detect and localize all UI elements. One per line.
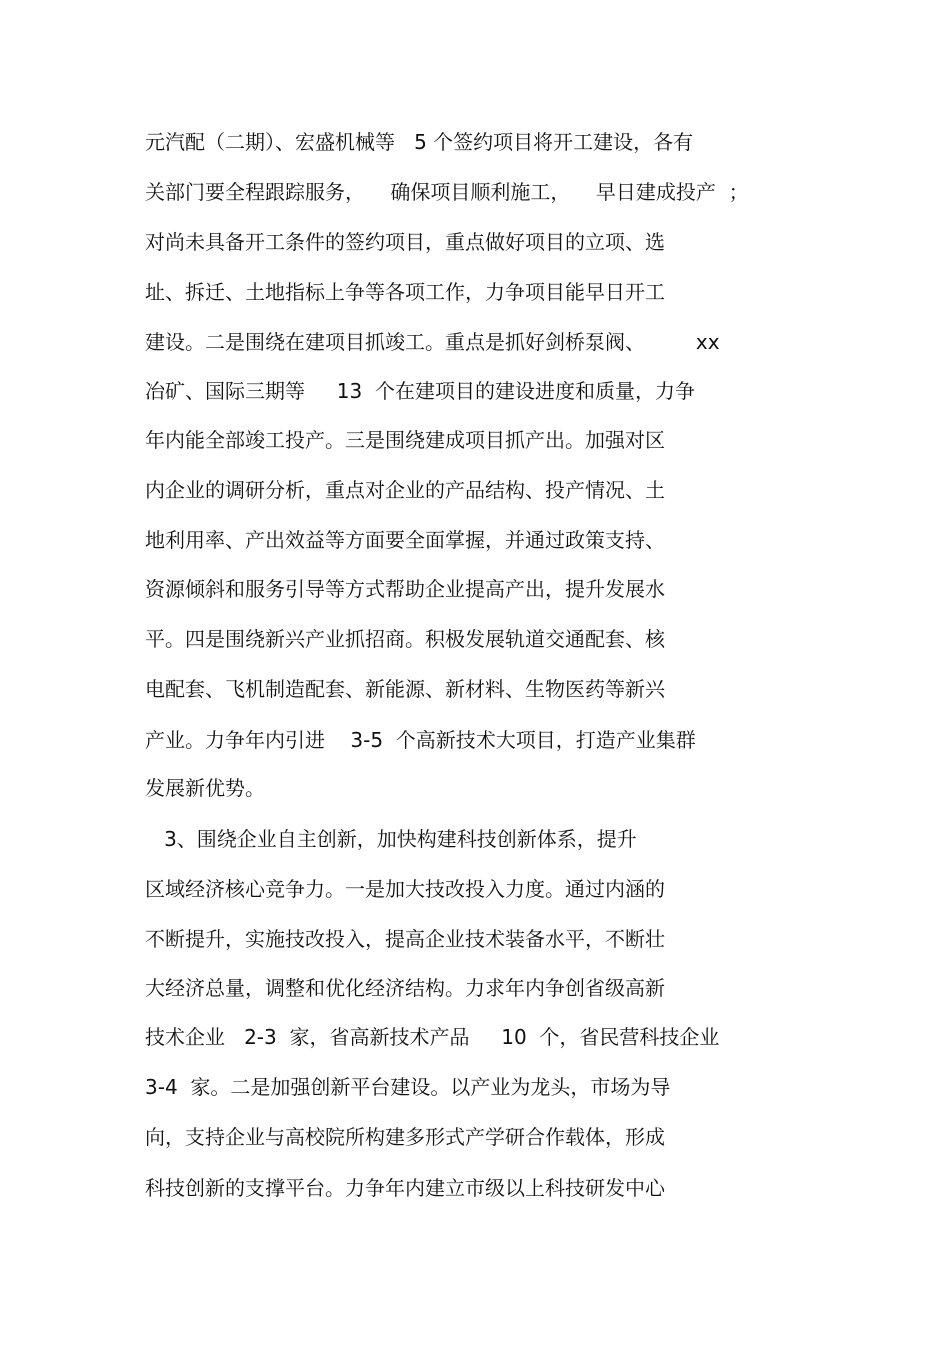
paragraph-line: 年内能全部竣工投产。三是围绕建成项目抓产出。加强对区 [145, 428, 665, 452]
paragraph-line: 址、拆迁、土地指标上争等各项工作，力争项目能早日开工 [145, 280, 665, 304]
paragraph-line: 发展新优势。 [145, 776, 265, 800]
paragraph-line: 科技创新的支撑平台。力争年内建立市级以上科技研发中心 [145, 1176, 665, 1200]
paragraph-line: 资源倾斜和服务引导等方式帮助企业提高产出，提升发展水 [145, 577, 665, 601]
paragraph-line: 3、围绕企业自主创新，加快构建科技创新体系，提升 [145, 827, 637, 851]
paragraph-line: 建设。二是围绕在建项目抓竣工。重点是抓好剑桥泵阀、 xx [145, 330, 720, 354]
paragraph-line: 不断提升，实施技改投入，提高企业技术装备水平，不断壮 [145, 927, 665, 951]
paragraph-line: 电配套、飞机制造配套、新能源、新材料、生物医药等新兴 [145, 677, 665, 701]
paragraph-line: 地利用率、产出效益等方面要全面掌握，并通过政策支持、 [145, 528, 665, 552]
paragraph-line: 区域经济核心竞争力。一是加大技改投入力度。通过内涵的 [145, 877, 665, 901]
paragraph-line: 3-4 家。二是加强创新平台建设。以产业为龙头，市场为导 [145, 1075, 671, 1099]
paragraph-line: 技术企业 2-3 家，省高新技术产品 10 个，省民营科技企业 [145, 1025, 720, 1049]
paragraph-line: 大经济总量，调整和优化经济结构。力求年内争创省级高新 [145, 976, 665, 1000]
paragraph-line: 平。四是围绕新兴产业抓招商。积极发展轨道交通配套、核 [145, 627, 665, 651]
paragraph-line: 元汽配（二期）、宏盛机械等 5 个签约项目将开工建设，各有 [145, 130, 694, 154]
paragraph-line: 内企业的调研分析，重点对企业的产品结构、投产情况、土 [145, 478, 665, 502]
paragraph-line: 向，支持企业与高校院所构建多形式产学研合作载体，形成 [145, 1125, 665, 1149]
paragraph-line: 关部门要全程跟踪服务， 确保项目顺利施工， 早日建成投产 ； [145, 180, 749, 204]
paragraph-line: 对尚未具备开工条件的签约项目，重点做好项目的立项、选 [145, 230, 665, 254]
paragraph-line: 产业。力争年内引进 3-5 个高新技术大项目，打造产业集群 [145, 728, 696, 752]
paragraph-line: 冶矿、国际三期等 13 个在建项目的建设进度和质量，力争 [145, 379, 695, 403]
